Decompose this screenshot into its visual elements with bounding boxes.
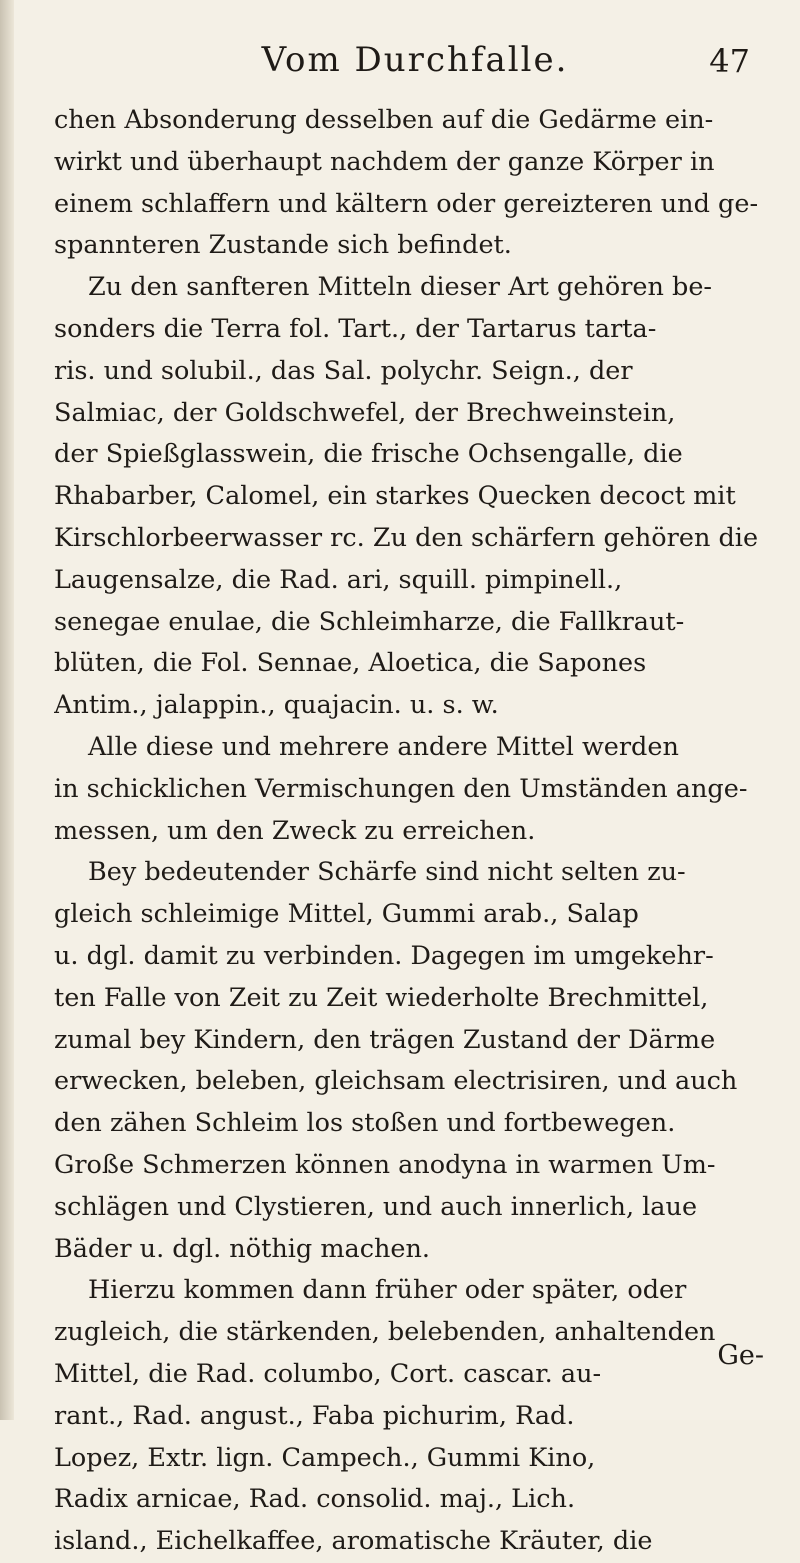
text-line: rant., Rad. angust., Faba pichurim, Rad. [54,1400,575,1431]
text-line: Rhabarber, Calomel, ein starkes Quecken decoct mit [54,481,736,512]
text-line: Laugensalze, die Rad. ari, squill. pimpinell., [54,564,623,595]
text-line: Radix arnicae, Rad. consolid. maj., Lich. [54,1484,576,1515]
text-line: Bäder u. dgl. nöthig machen. [54,1233,431,1264]
text-line: Salmiac, der Goldschwefel, der Brechweinstein, [54,397,676,428]
text-line: senegae enulae, die Schleimharze, die Fallkraut- [54,606,685,637]
text-line: island., Eichelkaffee, aromatische Kräuter, die [54,1526,653,1557]
text-line: blüten, die Fol. Sennae, Aloetica, die Sapones [54,648,647,679]
text-line: wirkt und überhaupt nachdem der ganze Körper in [54,146,715,177]
text-line: Lopez, Extr. lign. Campech., Gummi Kino, [54,1442,596,1473]
text-line: u. dgl. damit zu verbinden. Dagegen im umgekehr- [54,940,714,971]
text-line: erwecken, beleben, gleichsam electrisiren, und auch [54,1066,738,1097]
page-gutter [0,0,14,1420]
text-line: ris. und solubil., das Sal. polychr. Seign., der [54,355,633,386]
text-line: Hierzu kommen dann früher oder später, oder [88,1275,687,1306]
page-number: 47 [709,42,750,80]
text-line: Alle diese und mehrere andere Mittel werden [88,731,679,762]
text-line: schlägen und Clystieren, und auch innerlich, laue [54,1191,698,1222]
text-line: Zu den sanfteren Mitteln dieser Art gehören be- [88,272,713,303]
text-line: Antim., jalappin., quajacin. u. s. w. [54,690,499,721]
text-line: chen Absonderung desselben auf die Gedärme ein- [54,105,714,135]
text-line: gleich schleimige Mittel, Gummi arab., Salap [54,899,639,930]
page-header [60,40,770,90]
running-title: Vom Durchfalle. [261,40,569,80]
text-line: einem schlaffern und kältern oder gereizteren und ge- [54,188,759,219]
catchword: Ge- [717,1340,764,1371]
body-text [54,100,776,1563]
text-line: der Spießglasswein, die frische Ochsengalle, die [54,439,683,470]
text-line: messen, um den Zweck zu erreichen. [54,815,536,846]
text-line: spannteren Zustande sich befindet. [54,230,512,261]
text-line: den zähen Schleim los stoßen und fortbewegen. [54,1108,676,1139]
text-line: Große Schmerzen können anodyna in warmen Um- [54,1149,716,1180]
text-line: Mittel, die Rad. columbo, Cort. cascar. au- [54,1358,602,1389]
text-line: Bey bedeutender Schärfe sind nicht selten zu- [88,857,686,888]
text-line: zumal bey Kindern, den trägen Zustand der Därme [54,1024,716,1055]
text-line: Kirschlorbeerwasser rc. Zu den schärfern gehören die [54,522,759,553]
text-line: ten Falle von Zeit zu Zeit wiederholte Brechmittel, [54,982,709,1013]
text-line: in schicklichen Vermischungen den Umständen ange- [54,773,748,804]
text-line: zugleich, die stärkenden, belebenden, anhaltenden [54,1317,716,1348]
text-line: sonders die Terra fol. Tart., der Tartarus tarta- [54,313,657,344]
